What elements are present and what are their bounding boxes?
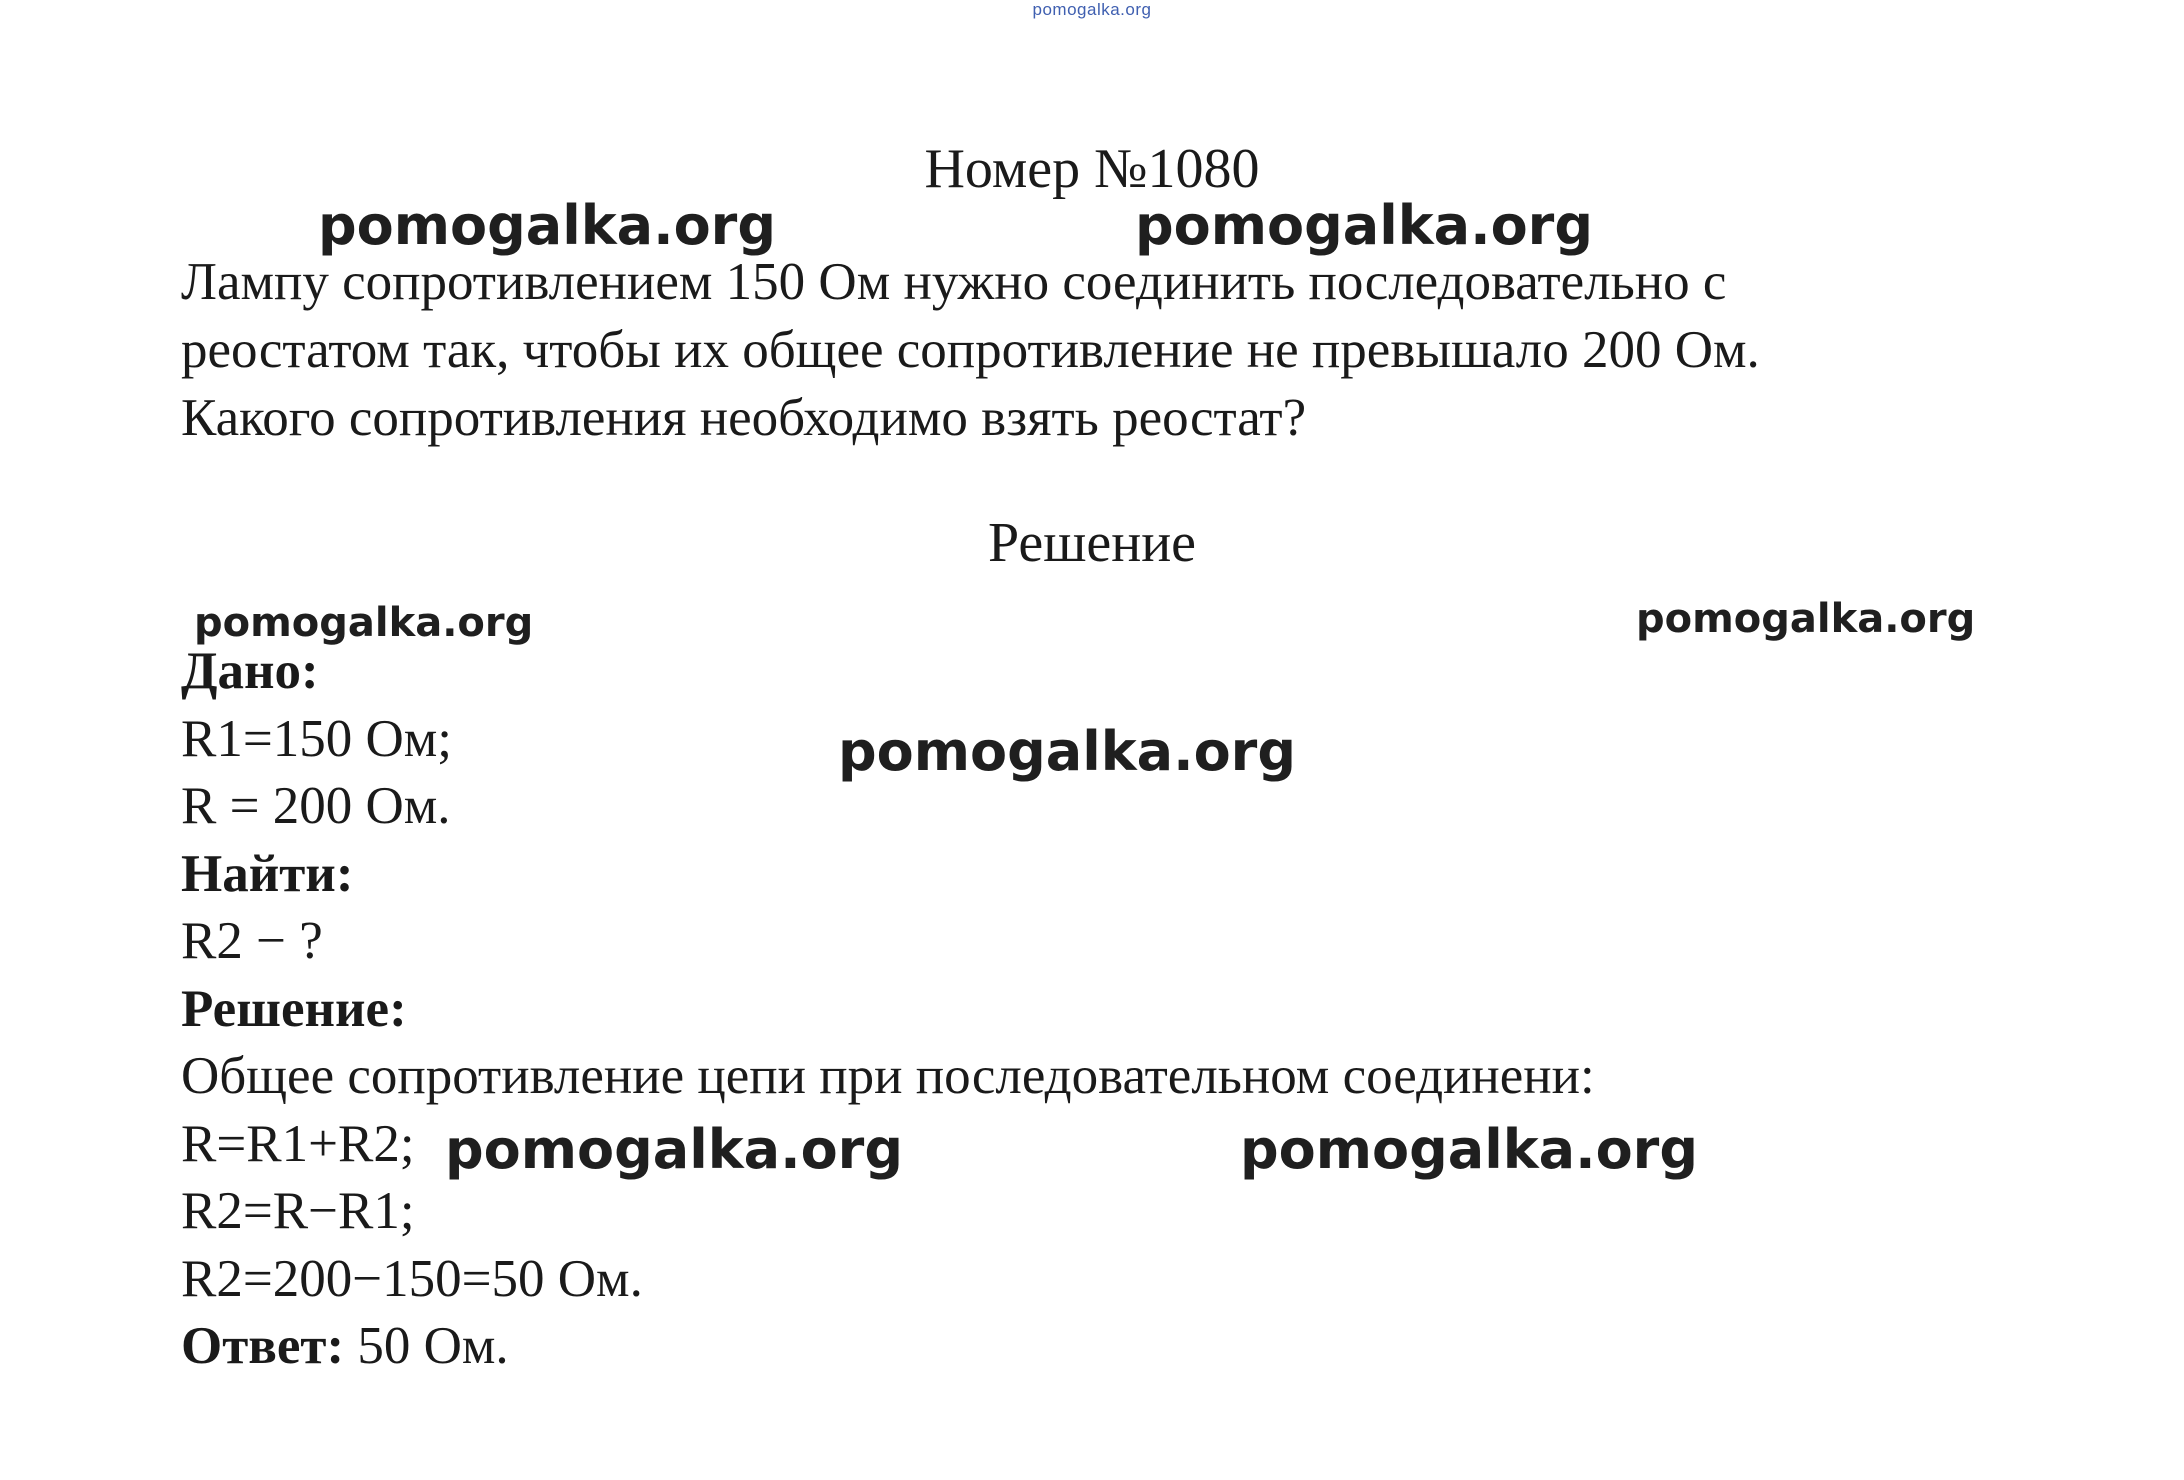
given-item: R1=150 Ом; [181,709,453,768]
watermark: pomogalka.org [194,600,534,646]
solution-heading: Решение [987,512,1197,574]
watermark: pomogalka.org [1636,596,1976,642]
problem-line: Какого сопротивления необходимо взять реостат? [181,389,1307,447]
watermark: pomogalka.org [318,194,776,257]
answer-row [181,1313,2081,1381]
problem-statement [181,248,2141,452]
watermark: pomogalka.org [445,1118,903,1181]
solution-label: Решение: [181,979,407,1038]
answer-label: Ответ: [181,1317,345,1375]
site-mark: pomogalka.org [1032,0,1152,19]
solution-step: R=R1+R2; [181,1114,415,1173]
answer-value: 50 Ом. [344,1317,509,1375]
watermark: pomogalka.org [1135,194,1593,257]
watermark: pomogalka.org [838,720,1296,783]
problem-line: Лампу сопротивлением 150 Ом нужно соединить последовательно с [181,253,1727,311]
solution-step: R2=R−R1; [181,1182,415,1240]
page-title: Номер №1080 [924,138,1260,200]
solution-step: Общее сопротивление цепи при последовательном соединени: [181,1047,1595,1105]
find-label: Найти: [181,844,354,903]
given-label: Дано: [181,642,319,700]
given-item: R = 200 Ом. [181,777,451,835]
problem-line: реостатом так, чтобы их общее сопротивление не превышало 200 Ом. [181,321,1760,379]
watermark: pomogalka.org [1240,1118,1698,1181]
solution-step: R2=200−150=50 Ом. [181,1249,643,1308]
find-item: R2 − ? [181,912,323,970]
